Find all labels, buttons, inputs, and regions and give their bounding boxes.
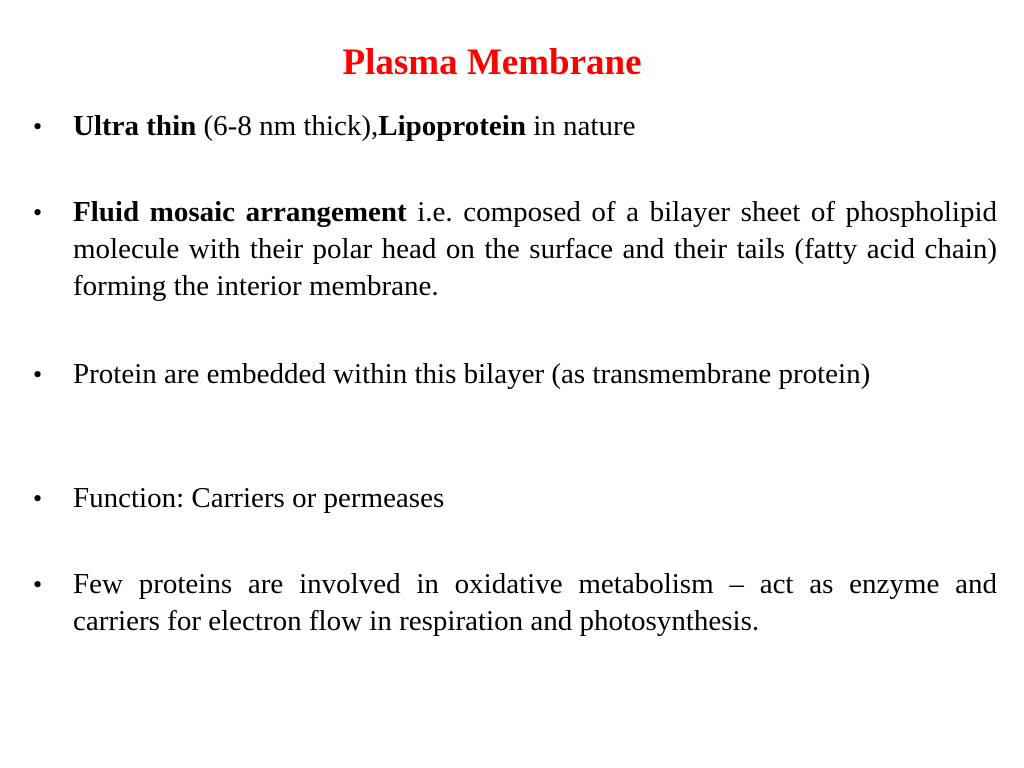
bullet-item xyxy=(33,566,997,640)
bullet-bold-text: Ultra thin xyxy=(73,110,197,142)
slide-title: Plasma Membrane xyxy=(342,42,642,83)
bullet-text: in nature xyxy=(525,110,636,142)
bullet-marker: • xyxy=(33,360,43,389)
bullet-marker: • xyxy=(33,112,43,141)
bullet-marker: • xyxy=(33,484,43,513)
bullet-text: i.e. composed of a bilayer sheet of phospholipid molecule with their polar head on the surface and their tails (fatty acid chain) forming the interior membrane. xyxy=(73,196,998,302)
bullet-item xyxy=(33,194,998,305)
bullet-item xyxy=(33,108,997,145)
bullet-text: Few proteins are involved in oxidative metabolism – act as enzyme and carriers for electron flow in respiration and photosynthesis. xyxy=(73,568,997,637)
bullet-text: Protein are embedded within this bilayer (as transmembrane protein) xyxy=(73,358,871,390)
bullet-bold-text: Lipoprotein xyxy=(378,110,526,142)
bullet-text: (6-8 nm thick), xyxy=(196,110,379,142)
bullet-marker: • xyxy=(33,198,43,227)
bullet-marker: • xyxy=(33,570,43,599)
bullet-item xyxy=(33,356,997,393)
bullet-bold-text: Fluid mosaic arrangement xyxy=(73,196,407,228)
bullet-text: Function: Carriers or permeases xyxy=(73,482,445,514)
bullet-item xyxy=(33,480,997,517)
